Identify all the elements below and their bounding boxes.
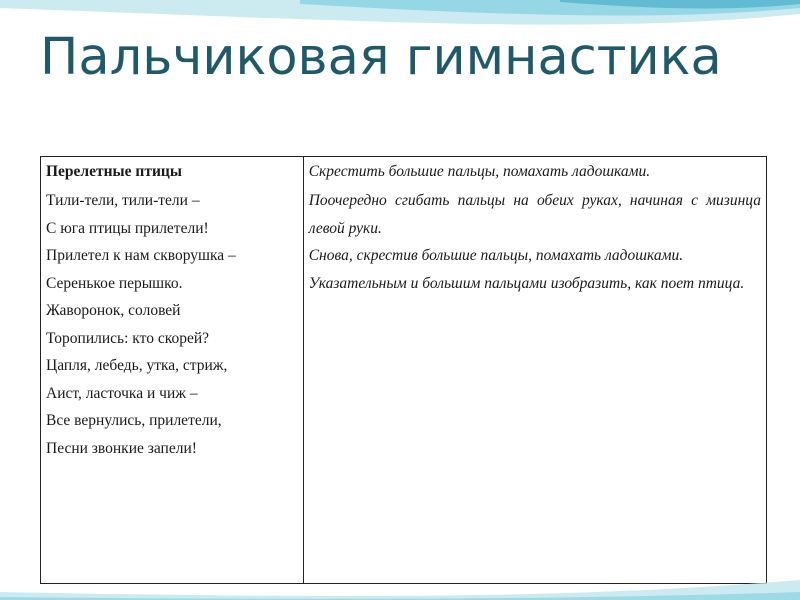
content-table	[40, 156, 767, 584]
instructions-cell	[303, 157, 766, 584]
poem-line: Тили-тели, тили-тели –	[46, 192, 200, 209]
poem-line: Прилетел к нам скворушка –	[46, 247, 236, 264]
poem-line: С юга птицы прилетели!	[46, 219, 209, 237]
instruction-text: Указательным и большим пальцами изобразить, как поет птица.	[308, 274, 745, 292]
poem-line: Серенькое перышко.	[46, 274, 183, 292]
instruction-text: Снова, скрестив большие пальцы, помахать ладошками.	[308, 247, 684, 264]
poem-heading: Перелетные птицы	[46, 163, 182, 180]
slide-title: Пальчиковая гимнастика	[40, 28, 722, 87]
poem-line: Аист, ласточка и чиж –	[46, 384, 198, 402]
poem-cell	[41, 157, 304, 584]
poem-line: Песни звонкие запели!	[46, 439, 197, 457]
poem-line: Цапля, лебедь, утка, стриж,	[46, 357, 228, 374]
bottom-wave-decoration	[0, 570, 800, 600]
poem-line: Жаворонок, соловей	[46, 302, 181, 319]
instruction-text: Скрестить большие пальцы, помахать ладошками.	[308, 163, 651, 180]
instruction-text: Поочередно сгибать пальцы на обеих руках, начиная с мизинца левой руки.	[308, 192, 761, 237]
poem-line: Все вернулись, прилетели,	[46, 412, 222, 429]
table-row	[41, 157, 767, 584]
poem-line: Торопились: кто скорей?	[46, 329, 209, 347]
